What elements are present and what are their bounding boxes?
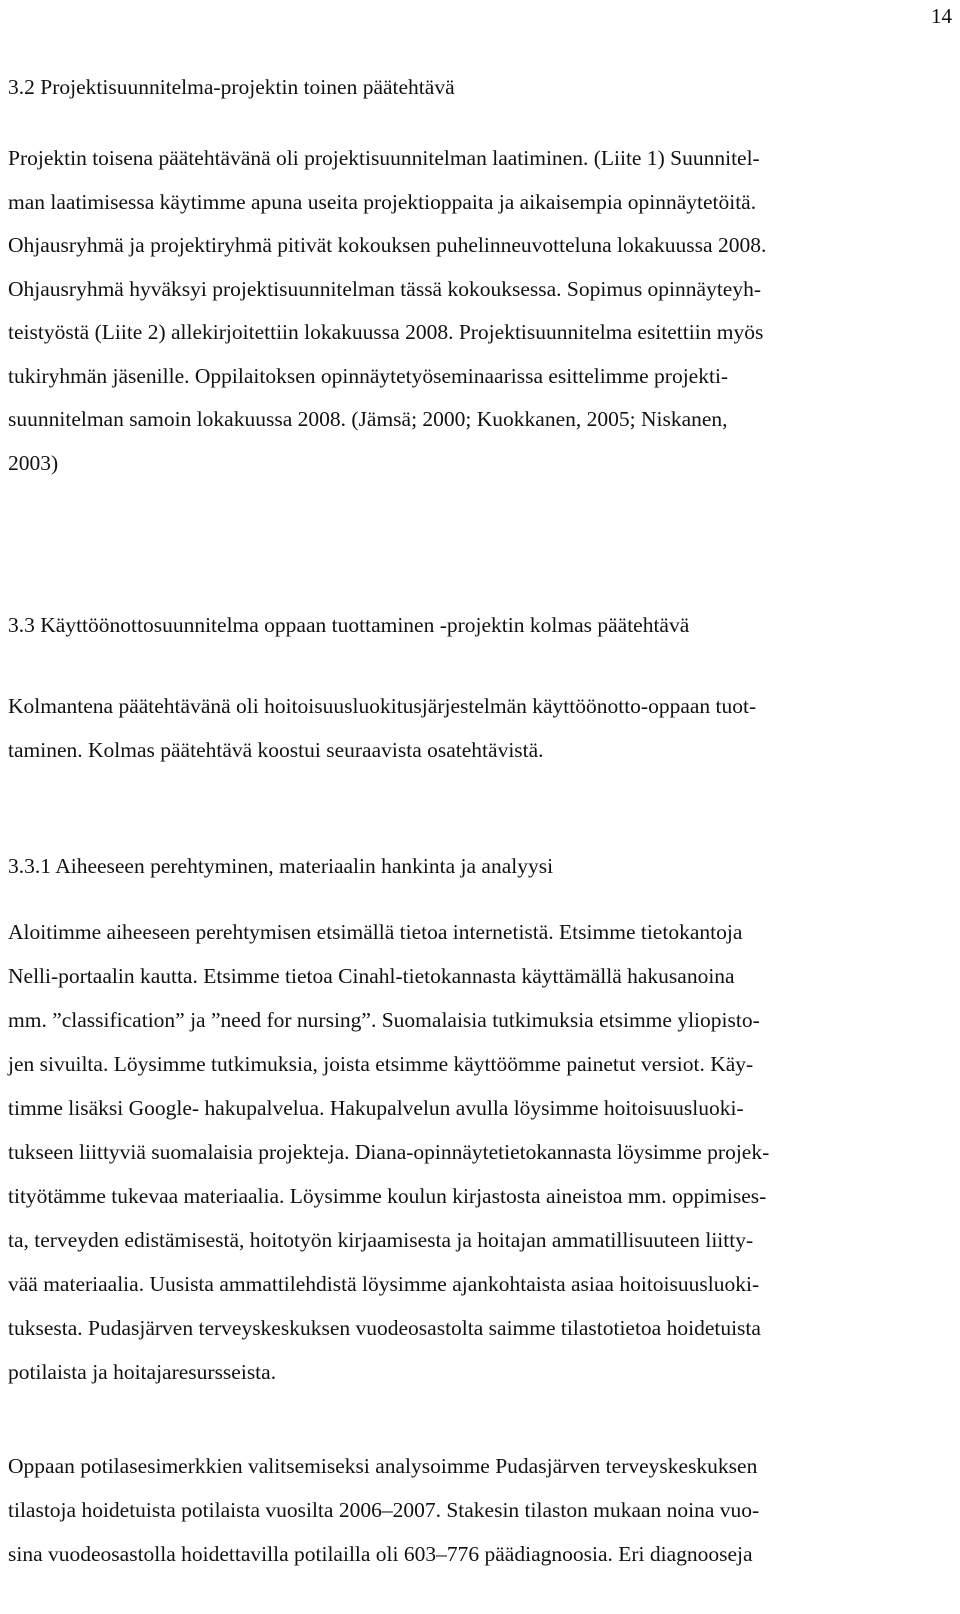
paragraph-line: teistyöstä (Liite 2) allekirjoitettiin lokakuussa 2008. Projektisuunnitelma esitettiin myös [8, 320, 764, 344]
paragraph-line: timme lisäksi Google- hakupalvelua. Hakupalvelun avulla löysimme hoitoisuusluoki- [8, 1096, 744, 1120]
paragraph-line: Projektin toisena päätehtävänä oli projektisuunnitelman laatiminen. (Liite 1) Suunnitel- [8, 146, 760, 170]
paragraph-line: tuksesta. Pudasjärven terveyskeskuksen vuodeosastolta saimme tilastotietoa hoidetuista [8, 1316, 761, 1340]
paragraph-line: Ohjausryhmä ja projektiryhmä pitivät kokouksen puhelinneuvotteluna lokakuussa 2008. [8, 233, 767, 257]
paragraph-line: tilastoja hoidetuista potilaista vuosilta 2006–2007. Stakesin tilaston mukaan noina vuo- [8, 1498, 760, 1522]
paragraph-line: jen sivuilta. Löysimme tutkimuksia, joista etsimme käyttöömme painetut versiot. Käy- [8, 1052, 754, 1076]
paragraph-line: tukseen liittyviä suomalaisia projekteja. Diana-opinnäytetietokannasta löysimme projek- [8, 1140, 770, 1164]
paragraph-line: suunnitelman samoin lokakuussa 2008. (Jämsä; 2000; Kuokkanen, 2005; Niskanen, [8, 407, 728, 431]
page-number: 14 [931, 4, 952, 28]
section-heading-3-3: 3.3 Käyttöönottosuunnitelma oppaan tuottaminen -projektin kolmas päätehtävä [8, 613, 690, 637]
paragraph-line: tukiryhmän jäsenille. Oppilaitoksen opinnäytetyöseminaarissa esittelimme projekti- [8, 364, 729, 388]
section-heading-3-3-1: 3.3.1 Aiheeseen perehtyminen, materiaalin hankinta ja analyysi [8, 854, 554, 878]
paragraph-line: Aloitimme aiheeseen perehtymisen etsimällä tietoa internetistä. Etsimme tietokantoja [8, 920, 743, 944]
paragraph-line: Oppaan potilasesimerkkien valitsemiseksi analysoimme Pudasjärven terveyskeskuksen [8, 1454, 758, 1478]
paragraph-line: ta, terveyden edistämisestä, hoitotyön kirjaamisesta ja hoitajan ammatillisuuteen liitty- [8, 1228, 754, 1252]
paragraph-line: potilaista ja hoitajaresursseista. [8, 1360, 277, 1384]
paragraph-line: Ohjausryhmä hyväksyi projektisuunnitelman tässä kokouksessa. Sopimus opinnäyteyh- [8, 277, 762, 301]
section-heading-3-2: 3.2 Projektisuunnitelma-projektin toinen päätehtävä [8, 75, 455, 99]
paragraph-line: mm. ”classification” ja ”need for nursing”. Suomalaisia tutkimuksia etsimme yliopisto- [8, 1008, 760, 1032]
paragraph-line: tityötämme tukevaa materiaalia. Löysimme koulun kirjastosta aineistoa mm. oppimises- [8, 1184, 767, 1208]
paragraph-line: vää materiaalia. Uusista ammattilehdistä löysimme ajankohtaista asiaa hoitoisuusluoki- [8, 1272, 760, 1296]
paragraph-line: Kolmantena päätehtävänä oli hoitoisuusluokitusjärjestelmän käyttöönotto-oppaan tuot- [8, 694, 757, 718]
paragraph-line: sina vuodeosastolla hoidettavilla potilailla oli 603–776 päädiagnoosia. Eri diagnooseja [8, 1542, 753, 1566]
paragraph-line: taminen. Kolmas päätehtävä koostui seuraavista osatehtävistä. [8, 738, 544, 762]
paragraph-line: man laatimisessa käytimme apuna useita projektioppaita ja aikaisempia opinnäytetöitä. [8, 190, 757, 214]
paragraph-line: Nelli-portaalin kautta. Etsimme tietoa Cinahl-tietokannasta käyttämällä hakusanoina [8, 964, 735, 988]
paragraph-line: 2003) [8, 451, 59, 475]
